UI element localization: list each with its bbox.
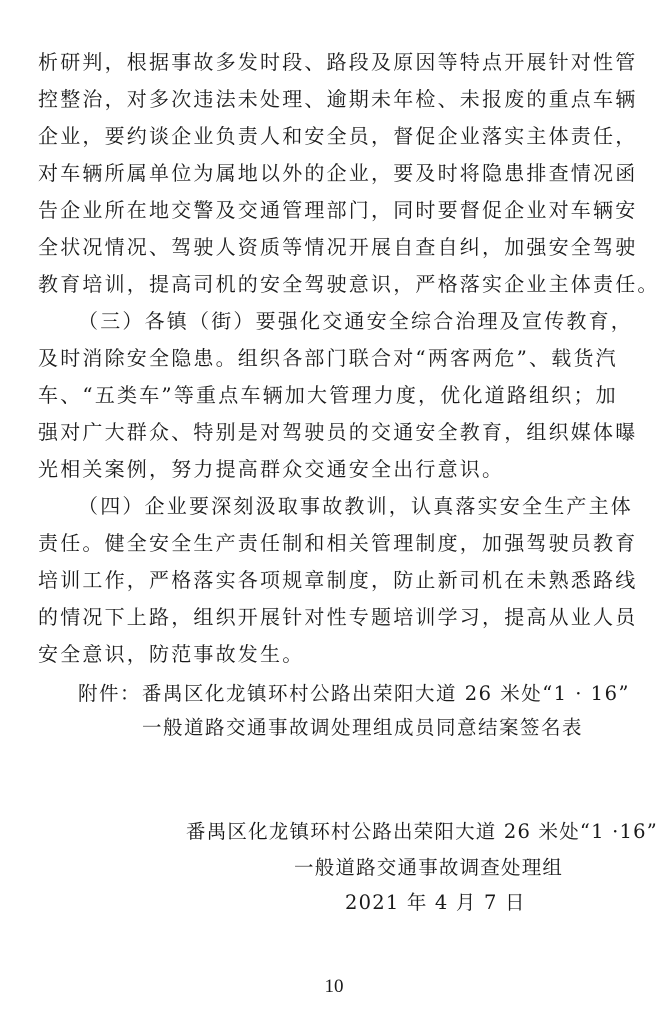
body-line: 对车辆所属单位为属地以外的企业，要及时将隐患排查情况函 — [38, 161, 638, 185]
attachment-title-line-1: 番禺区化龙镇环村公路出荣阳大道 26 米处“1 · 16” — [142, 682, 630, 705]
body-line: 及时消除安全隐患。组织各部门联合对“两客两危”、载货汽 — [38, 346, 618, 370]
page-number: 10 — [324, 976, 344, 997]
body-line: 的情况下上路，组织开展针对性专题培训学习，提高从业人员 — [38, 605, 638, 629]
body-line: 强对广大群众、特别是对驾驶员的交通安全教育，组织媒体曝 — [38, 420, 638, 444]
body-line: 培训工作，严格落实各项规章制度，防止新司机在未熟悉路线 — [38, 568, 638, 592]
paragraph-three-start: （三）各镇（街）要强化交通安全综合治理及宣传教育， — [78, 309, 633, 333]
attachment-label: 附件： — [78, 682, 142, 705]
body-line: 控整治，对多次违法未处理、逾期未年检、未报废的重点车辆 — [38, 87, 638, 111]
issuer-line-2: 一般道路交通事故调查处理组 — [294, 856, 564, 879]
paragraph-four-start: （四）企业要深刻汲取事故教训，认真落实安全生产主体 — [78, 494, 633, 518]
issue-date: 2021 年 4 月 7 日 — [345, 891, 526, 914]
body-line: 责任。健全安全生产责任制和相关管理制度，加强驾驶员教育 — [38, 531, 638, 555]
body-line: 教育培训，提高司机的安全驾驶意识，严格落实企业主体责任。 — [38, 272, 660, 296]
body-line: 全状况情况、驾驶人资质等情况开展自查自纠，加强安全驾驶 — [38, 235, 638, 259]
body-line: 光相关案例，努力提高群众交通安全出行意识。 — [38, 457, 505, 481]
body-line: 车、“五类车”等重点车辆加大管理力度，优化道路组织；加 — [38, 383, 618, 407]
body-line: 企业，要约谈企业负责人和安全员，督促企业落实主体责任， — [38, 124, 638, 148]
body-line: 安全意识，防范事故发生。 — [38, 642, 305, 666]
body-line: 析研判，根据事故多发时段、路段及原因等特点开展针对性管 — [38, 50, 638, 74]
attachment-title-line-2: 一般道路交通事故调处理组成员同意结案签名表 — [142, 716, 584, 739]
body-line: 告企业所在地交警及交通管理部门，同时要督促企业对车辆安 — [38, 198, 638, 222]
issuer-line-1: 番禺区化龙镇环村公路出荣阳大道 26 米处“1 ·16” — [186, 820, 658, 843]
